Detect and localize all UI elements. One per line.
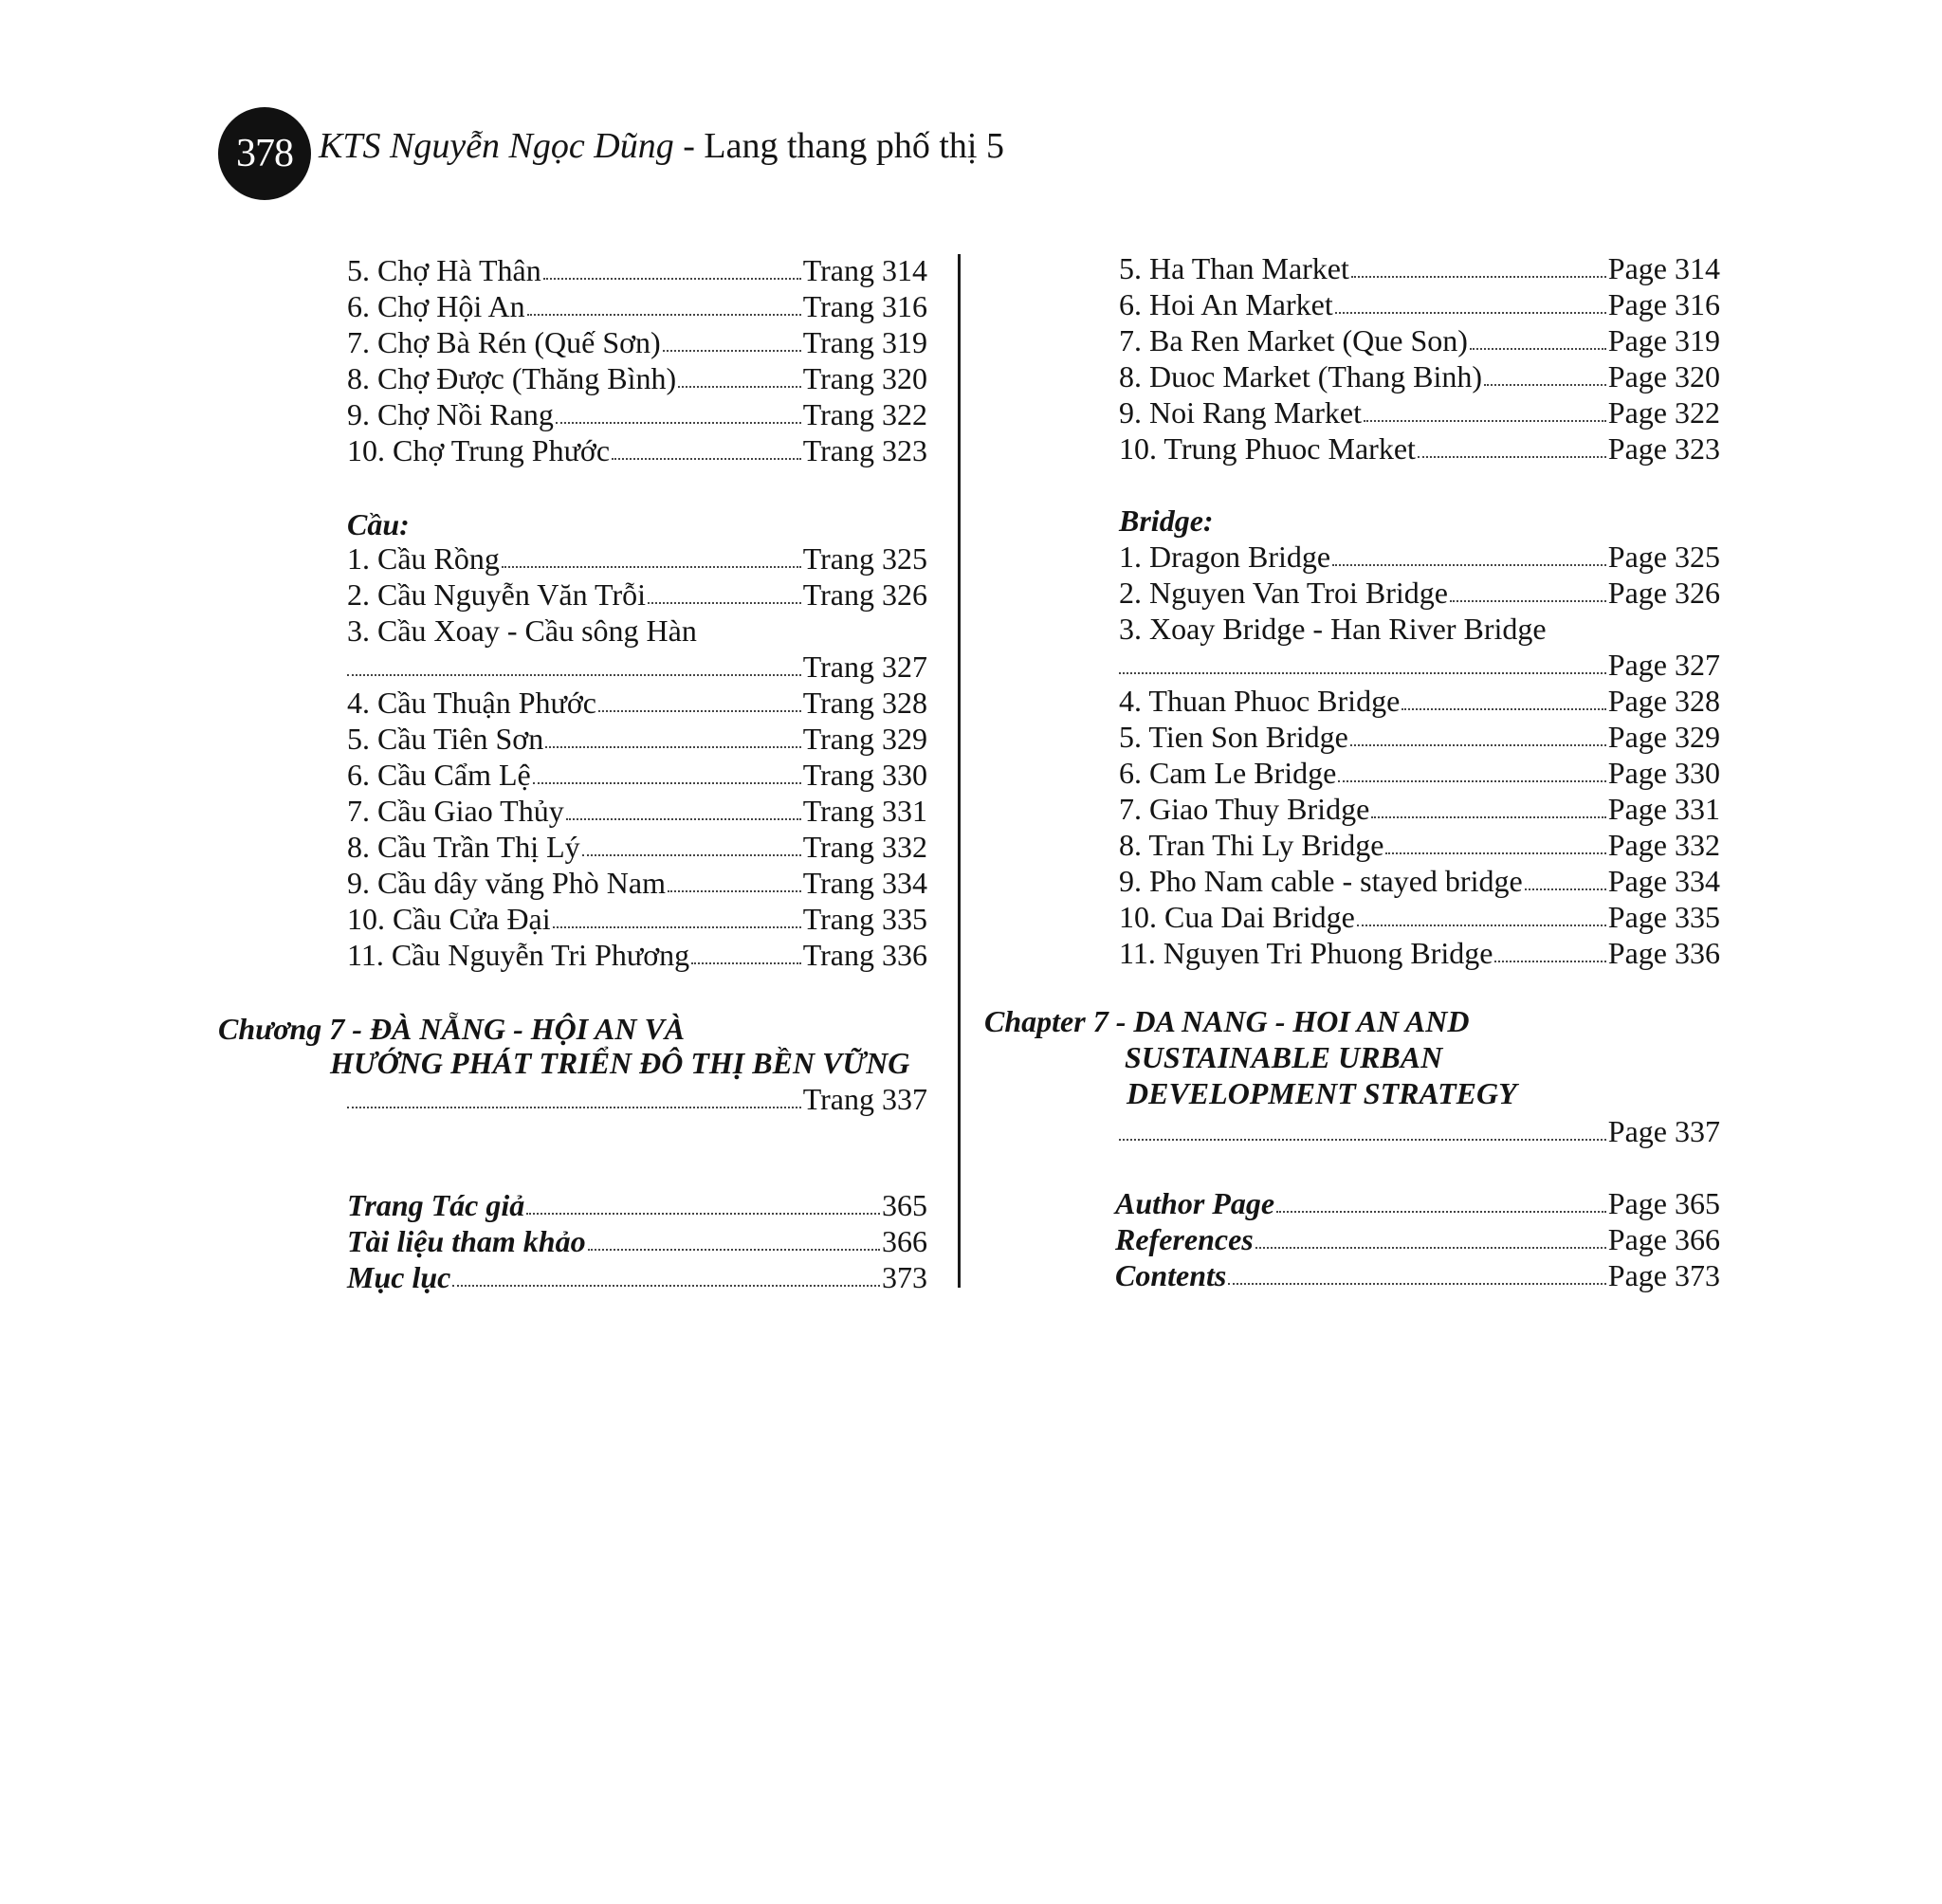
toc-entry-page: Trang 337 [802,1082,927,1116]
leader-dots [1402,707,1606,710]
toc-entry[interactable] [1119,755,1720,791]
leader-dots [1276,1210,1606,1213]
leader-dots [668,889,801,892]
toc-entry[interactable] [1119,575,1720,611]
toc-entry[interactable] [347,937,927,973]
toc-entry[interactable] [347,324,927,360]
toc-entry[interactable] [347,432,927,468]
leader-dots [1228,1282,1605,1285]
leader-dots [612,457,801,460]
toc-entry-page: Page 329 [1607,720,1720,754]
toc-entry-page: Trang 320 [802,361,927,395]
toc-entry-label: 11. Nguyen Tri Phuong Bridge [1119,936,1493,970]
leader-dots [1494,960,1605,962]
leader-dots [598,709,801,712]
toc-entry[interactable] [1119,286,1720,322]
chapter-heading-line-2[interactable]: SUSTAINABLE URBAN [1125,1040,1443,1074]
chapter-heading-line-2[interactable]: HƯỚNG PHÁT TRIỂN ĐÔ THỊ BỀN VỮNG [330,1046,910,1080]
toc-entry-page: Page 314 [1607,251,1720,285]
toc-entry-page: Page 366 [1607,1222,1720,1256]
toc-entry[interactable] [347,252,927,288]
toc-entry[interactable] [347,1187,927,1223]
toc-entry-label: 8. Duoc Market (Thang Binh) [1119,359,1483,394]
toc-entry[interactable] [1115,1221,1720,1257]
toc-entry-label: 9. Chợ Nồi Rang [347,397,554,431]
toc-entry-label: 8. Cầu Trần Thị Lý [347,830,580,864]
toc-entry[interactable] [1119,250,1720,286]
toc-entry[interactable] [347,540,927,577]
toc-entry-page: Trang 332 [802,830,927,864]
toc-entry-label: 5. Ha Than Market [1119,251,1349,285]
toc-entry-page: Page 316 [1607,287,1720,321]
toc-entry-page: Page 323 [1607,431,1720,466]
toc-entry[interactable] [1119,719,1720,755]
toc-entry-page: 373 [882,1260,927,1294]
toc-entry-label: 9. Noi Rang Market [1119,395,1362,430]
column-divider [958,254,961,1288]
toc-entry[interactable] [347,1223,927,1259]
leader-dots [1470,347,1606,350]
toc-entry[interactable] [1119,935,1720,971]
leader-dots [452,1284,880,1287]
chapter-heading-line-1[interactable]: Chương 7 - ĐÀ NẴNG - HỘI AN VÀ [218,1012,686,1046]
leader-dots [1525,888,1606,890]
toc-entry-page: Trang 330 [802,758,927,792]
toc-entry-page: Trang 329 [802,722,927,756]
toc-entry-page: Trang 326 [802,577,927,612]
toc-entry[interactable] [347,360,927,396]
leader-dots [1350,743,1606,746]
toc-entry-label-wrapped[interactable]: 3. Xoay Bridge - Han River Bridge [1119,612,1547,646]
toc-entry[interactable] [347,1259,927,1295]
toc-entry-page: Trang 335 [802,902,927,936]
toc-entry-page: Page 320 [1607,359,1720,394]
toc-entry[interactable] [1119,394,1720,430]
toc-entry-label: Tài liệu tham khảo [347,1224,586,1258]
leader-dots [556,421,801,424]
toc-entry[interactable] [1119,899,1720,935]
toc-entry-page: Trang 323 [802,433,927,467]
leader-dots [1255,1246,1606,1249]
toc-entry-page: Page 322 [1607,395,1720,430]
section-heading-bridges: Cầu: [347,507,410,541]
toc-entry[interactable] [1119,827,1720,863]
leader-dots [545,745,801,748]
leader-dots [1364,419,1606,422]
toc-entry-label: Trang Tác giả [347,1188,525,1222]
leader-dots [678,385,801,388]
chapter-heading-line-3[interactable]: DEVELOPMENT STRATEGY [1127,1076,1517,1110]
leader-dots [502,565,801,568]
toc-entry-label: 8. Chợ Được (Thăng Bình) [347,361,677,395]
leader-dots [691,961,801,964]
toc-entry-page: Trang 316 [802,289,927,323]
toc-entry[interactable] [347,721,927,757]
toc-entry[interactable] [1119,647,1720,683]
toc-entry-page: Trang 334 [802,866,927,900]
toc-entry[interactable] [347,757,927,793]
toc-entry[interactable] [347,865,927,901]
toc-entry-page: Trang 319 [802,325,927,359]
leader-dots [648,601,801,604]
toc-entry-label: 5. Cầu Tiên Sơn [347,722,544,756]
leader-dots [1338,779,1606,782]
toc-entry-label: 7. Cầu Giao Thủy [347,794,564,828]
toc-entry-label: 4. Thuan Phuoc Bridge [1119,684,1401,718]
toc-entry[interactable] [347,396,927,432]
toc-entry-page: Page 335 [1607,900,1720,934]
toc-entry-label: Mục lục [347,1260,451,1294]
running-head-title: Lang thang phố thị 5 [704,126,1004,166]
toc-entry-page: Page 325 [1607,540,1720,574]
leader-dots [347,1106,801,1108]
toc-entry-page: Page 331 [1607,792,1720,826]
toc-entry-page: 365 [882,1188,927,1222]
page-number-badge [218,107,311,200]
toc-entry-label: 10. Trung Phuoc Market [1119,431,1416,466]
toc-entry-label: 7. Giao Thuy Bridge [1119,792,1370,826]
toc-entry[interactable] [1119,430,1720,467]
toc-entry-page: Page 319 [1607,323,1720,357]
toc-entry-label: 6. Cam Le Bridge [1119,756,1337,790]
toc-entry[interactable] [347,901,927,937]
toc-entry-label: 2. Cầu Nguyễn Văn Trỗi [347,577,646,612]
toc-entry-label: 4. Cầu Thuận Phước [347,686,596,720]
toc-entry-label: 5. Chợ Hà Thân [347,253,541,287]
toc-entry[interactable] [347,577,927,613]
toc-entry-page: Trang 314 [802,253,927,287]
toc-entry-page: Trang 325 [802,541,927,576]
toc-entry[interactable] [347,829,927,865]
toc-entry-label: 10. Chợ Trung Phước [347,433,611,467]
running-head [319,125,1004,167]
toc-entry[interactable] [1119,1113,1720,1149]
leader-dots [1371,815,1606,818]
toc-entry[interactable] [347,793,927,829]
toc-entry-page: Page 332 [1607,828,1720,862]
toc-entry-label: 7. Chợ Bà Rén (Quế Sơn) [347,325,661,359]
leader-dots [588,1248,880,1251]
toc-entry-page: Trang 331 [802,794,927,828]
toc-entry-label: 2. Nguyen Van Troi Bridge [1119,576,1448,610]
leader-dots [1335,311,1606,314]
toc-entry[interactable] [347,685,927,721]
toc-entry[interactable] [347,1081,927,1117]
toc-entry-label: 1. Dragon Bridge [1119,540,1331,574]
toc-entry-label: 9. Pho Nam cable - stayed bridge [1119,864,1523,898]
leader-dots [1450,599,1606,602]
toc-entry-page: Trang 322 [802,397,927,431]
chapter-heading-line-1[interactable]: Chapter 7 - DA NANG - HOI AN AND [984,1004,1470,1038]
section-heading-bridges: Bridge: [1119,503,1214,538]
toc-entry[interactable] [1119,683,1720,719]
toc-entry[interactable] [1115,1185,1720,1221]
leader-dots [1332,563,1606,566]
toc-entry-label: 7. Ba Ren Market (Que Son) [1119,323,1468,357]
toc-entry-label: References [1115,1222,1254,1256]
toc-entry-page: Page 334 [1607,864,1720,898]
leader-dots [347,673,801,676]
toc-entry-label: Author Page [1115,1186,1275,1220]
leader-dots [566,817,801,820]
toc-entry[interactable] [1119,322,1720,358]
leader-dots [527,313,801,316]
leader-dots [553,925,801,928]
toc-entry[interactable] [1115,1257,1720,1293]
toc-entry-label: 5. Tien Son Bridge [1119,720,1348,754]
leader-dots [582,853,801,856]
leader-dots [543,277,801,280]
toc-entry[interactable] [347,288,927,324]
leader-dots [1484,383,1606,386]
leader-dots [1351,275,1606,278]
toc-entry-label: 11. Cầu Nguyễn Tri Phương [347,938,690,972]
toc-entry-label: 6. Hoi An Market [1119,287,1333,321]
toc-entry-label: 6. Chợ Hội An [347,289,525,323]
toc-entry-page: Page 365 [1607,1186,1720,1220]
toc-entry-label: 6. Cầu Cẩm Lệ [347,758,531,792]
leader-dots [663,349,801,352]
running-head-separator: - [673,126,705,166]
toc-entry-page: Page 327 [1607,648,1720,682]
page-number: 378 [236,132,293,175]
toc-entry[interactable] [1119,539,1720,575]
leader-dots [1357,924,1606,926]
toc-entry-label: 8. Tran Thi Ly Bridge [1119,828,1384,862]
toc-entry-page: Page 328 [1607,684,1720,718]
leader-dots [1418,455,1606,458]
toc-entry-page: Trang 328 [802,686,927,720]
leader-dots [1119,1138,1606,1141]
leader-dots [1385,851,1605,854]
toc-entry-page: Page 373 [1607,1258,1720,1292]
toc-entry-label: 10. Cua Dai Bridge [1119,900,1355,934]
toc-entry-label: 9. Cầu dây văng Phò Nam [347,866,666,900]
toc-entry-page: Trang 327 [802,650,927,684]
toc-entry[interactable] [1119,358,1720,394]
leader-dots [533,781,801,784]
toc-entry-label: Contents [1115,1258,1227,1292]
leader-dots [1119,671,1606,674]
toc-entry-page: Trang 336 [802,938,927,972]
toc-entry-label-wrapped[interactable]: 3. Cầu Xoay - Cầu sông Hàn [347,613,697,648]
toc-entry-page: 366 [882,1224,927,1258]
leader-dots [526,1212,880,1215]
toc-entry[interactable] [1119,863,1720,899]
toc-entry-page: Page 337 [1607,1114,1720,1148]
toc-entry[interactable] [347,649,927,685]
running-head-author: KTS Nguyễn Ngọc Dũng [319,126,674,166]
toc-entry-page: Page 336 [1607,936,1720,970]
toc-entry-page: Page 330 [1607,756,1720,790]
toc-entry[interactable] [1119,791,1720,827]
toc-entry-page: Page 326 [1607,576,1720,610]
toc-entry-label: 10. Cầu Cửa Đại [347,902,551,936]
toc-entry-label: 1. Cầu Rồng [347,541,500,576]
